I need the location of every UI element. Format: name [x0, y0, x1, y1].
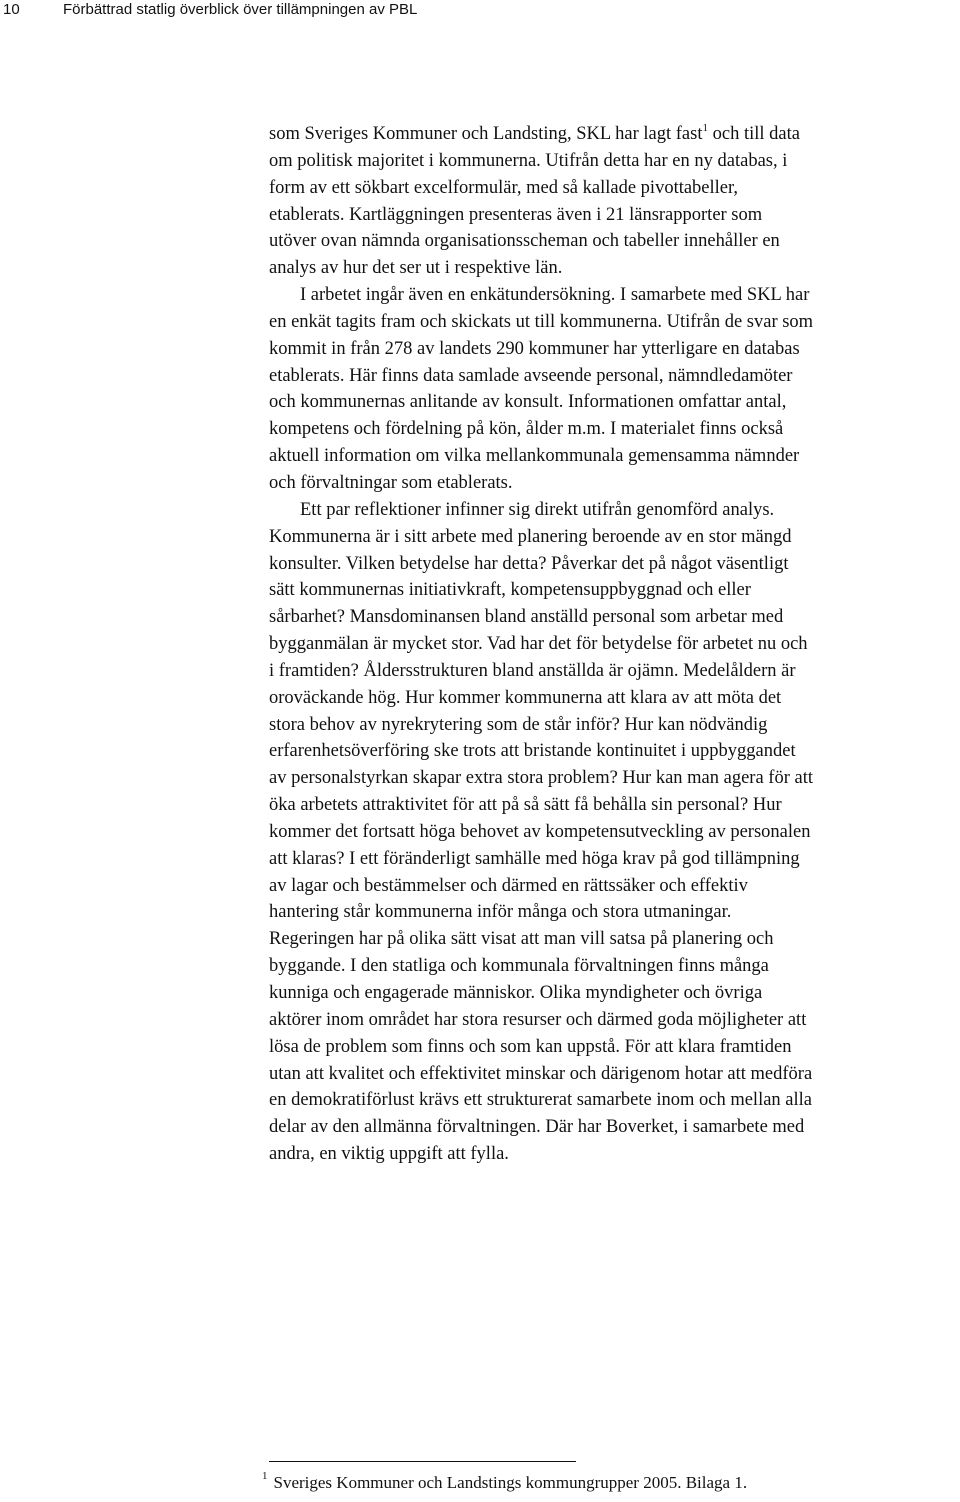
text-line: om politisk majoritet i kommunerna. Utifrån detta har en ny databas, i: [269, 150, 788, 171]
text-line: öka arbetets attraktivitet för att på så sätt få behålla sin personal? Hur: [269, 795, 782, 816]
footnote: [262, 1470, 747, 1496]
footnote-marker: 1: [262, 1470, 268, 1482]
text-line: av personalstyrkan skapar extra stora problem? Hur kan man agera för att: [269, 768, 813, 789]
text-line: hantering står kommunerna inför många och stora utmaningar.: [269, 902, 732, 923]
footnote-text: Sveriges Kommuner och Landstings kommungrupper 2005. Bilaga 1.: [273, 1473, 748, 1492]
text-line: analys av hur det ser ut i respektive län.: [269, 258, 563, 279]
text-line: [269, 121, 960, 148]
text-line: utan att kvalitet och effektivitet minskar och därigenom hotar att medföra: [269, 1063, 813, 1084]
running-title: Förbättrad statlig överblick över tillämpningen av PBL: [63, 1, 418, 18]
text-line: aktuell information om vilka mellankommunala gemensamma nämnder: [269, 446, 800, 467]
text-line: andra, en viktig uppgift att fylla.: [269, 1144, 509, 1165]
text-line: etablerats. Kartläggningen presenteras även i 21 länsrapporter som: [269, 204, 763, 225]
text-line: utöver ovan nämnda organisationsscheman och tabeller innehåller en: [269, 231, 780, 252]
text-line: sårbarhet? Mansdominansen bland anställd personal som arbetar med: [269, 607, 784, 628]
text-line: aktörer inom området har stora resurser och därmed goda möjligheter att: [269, 1009, 807, 1030]
text-line: bygganmälan är mycket stor. Vad har det för betydelse för arbetet nu och: [269, 634, 808, 655]
text-line: kommer det fortsatt höga behovet av kompetensutveckling av personalen: [269, 821, 811, 842]
text-line: lösa de problem som finns och som kan uppstå. För att klara framtiden: [269, 1036, 792, 1057]
text-line: att klaras? I ett föränderligt samhälle med höga krav på god tillämpning: [269, 848, 800, 869]
text-segment: som Sveriges Kommuner och Landsting, SKL har lagt fast: [269, 124, 703, 144]
text-line: form av ett sökbart excelformulär, med så kallade pivottabeller,: [269, 177, 739, 198]
text-line: Regeringen har på olika sätt visat att man vill satsa på planering och: [269, 929, 774, 950]
text-line: delar av den allmänna förvaltningen. Där har Boverket, i samarbete med: [269, 1117, 805, 1138]
footnote-divider: [269, 1461, 576, 1462]
footnote-reference: 1: [702, 122, 708, 134]
page-number: 10: [3, 1, 20, 18]
text-line: byggande. I den statliga och kommunala förvaltningen finns många: [269, 956, 769, 977]
text-line: Ett par reflektioner infinner sig direkt utifrån genomförd analys.: [300, 499, 775, 520]
text-line: en demokratiförlust krävs ett strukturerat samarbete inom och mellan alla: [269, 1090, 812, 1111]
text-line: stora behov av nyrekrytering som de står inför? Hur kan nödvändig: [269, 714, 768, 735]
text-line: och förvaltningar som etablerats.: [269, 472, 513, 493]
text-line: av lagar och bestämmelser och därmed en rättssäker och effektiv: [269, 875, 748, 896]
text-line: I arbetet ingår även en enkätundersökning. I samarbete med SKL har: [300, 285, 810, 306]
text-line: oroväckande hög. Hur kommer kommunerna att klara av att möta det: [269, 687, 782, 708]
text-segment: och till data: [707, 124, 800, 144]
text-line: erfarenhetsöverföring ske trots att bristande kontinuitet i uppbyggandet: [269, 741, 796, 762]
text-line: i framtiden? Åldersstrukturen bland anställda är ojämn. Medelåldern är: [269, 660, 796, 681]
text-line: en enkät tagits fram och skickats ut till kommunerna. Utifrån de svar som: [269, 311, 814, 332]
text-line: kommit in från 278 av landets 290 kommuner har ytterligare en databas: [269, 338, 800, 359]
text-line: sätt kommunernas initiativkraft, kompetensuppbyggnad och eller: [269, 580, 751, 601]
text-line: kunniga och engagerade människor. Olika myndigheter och övriga: [269, 983, 763, 1003]
body-text: [269, 121, 960, 1168]
text-line: kompetens och fördelning på kön, ålder m.m. I materialet finns också: [269, 419, 784, 440]
text-line: och kommunernas anlitande av konsult. Informationen omfattar antal,: [269, 392, 787, 413]
text-line: etablerats. Här finns data samlade avseende personal, nämndledamöter: [269, 365, 793, 386]
text-line: konsulter. Vilken betydelse har detta? Påverkar det på något väsentligt: [269, 553, 789, 574]
text-line: Kommunerna är i sitt arbete med planering beroende av en stor mängd: [269, 526, 792, 547]
